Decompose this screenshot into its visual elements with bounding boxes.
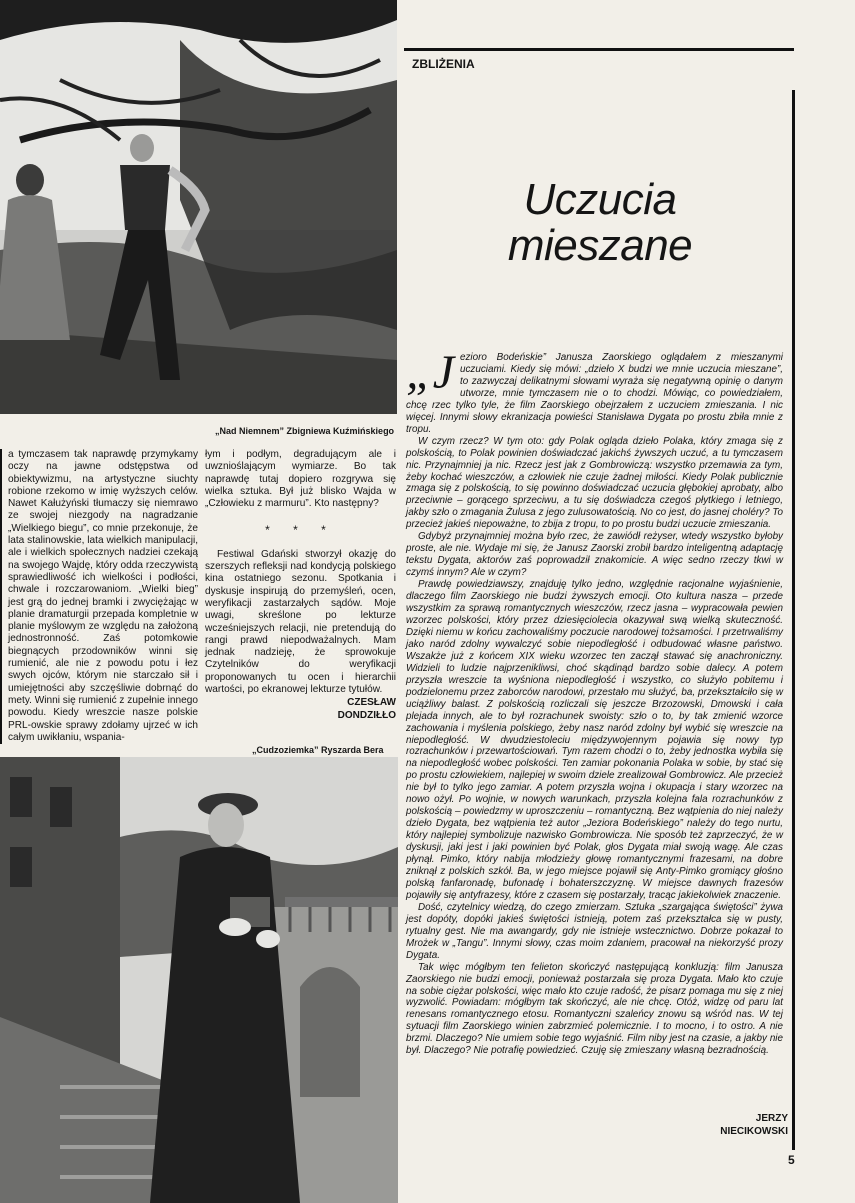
paragraph: Tak więc mógłbym ten felieton skończyć następującą konkluzją: film Janusza Zaorskiego nie budzi emocji, ponieważ postarzała się proza Dygata. Mało kto czuje na sobie ciężar polskości, więc mało kto czuje radość, że pisarz pomaga mu się z niej wyzwolić. Powiadam: mógłbym tak skończyć, ale nie chcę. Otóż, widzę od paru lat renesans romantycznego etosu. Romantyczni szaleńcy znowu są wśród nas. W tej sytuacji film Zaorskiego winien zabrzmieć polemicznie. I to mocno, i to ostro. A nie brzmi. Dlaczego? Nie umiem sobie tego wyjaśnić. Film niby jest na czasie, a jakby nie był. Dlaczego? Nie potrafię powiedzieć. Czuję się zmieszany własną bezradnością. bbox=[406, 961, 783, 1057]
photo-nad-niemnem bbox=[0, 0, 397, 414]
paragraph: Festiwal Gdański stworzył okazję do szerszych refleksji nad kondycją polskiego kina ostatniego sezonu. Spotkania i dyskusje inspirują do przemyśleń, ocen, weryfikacji zastarzałych sądów. Moje uwagi, skreślone po lekturze wcześniejszych relacji, nie pretendują do rangi prawd niepodważalnych. Mam jednak nadzieję, że sprowokuje Czytelników do weryfikacji proponowanych tu ocen i hierarchii wartości, po ekranowej lekturze tytułów. bbox=[205, 548, 396, 696]
page-number: 5 bbox=[788, 1153, 795, 1167]
left-column bbox=[8, 449, 198, 743]
article-title: Uczucia mieszane bbox=[507, 175, 693, 271]
paragraph: Gdybyż przynajmniej można było rzec, że zawiódł reżyser, wtedy wszystko byłoby proste, ale nie. Wydaje mi się, że Janusz Zaorski zrobił bardzo inteligentną adaptację tekstu Dygata, aktorów zaś poprowadził znakomicie. A więc sedno rzeczy tkwi w czymś innym? Ale w czym? bbox=[406, 531, 783, 579]
article-body bbox=[406, 346, 783, 1122]
photo-caption-top bbox=[215, 426, 394, 436]
dropcap: „J bbox=[406, 346, 454, 399]
section-separator: * * * bbox=[265, 523, 336, 538]
lead-paragraph bbox=[406, 346, 783, 436]
column-rule-right bbox=[792, 90, 795, 1150]
section-label: ZBLIŻENIA bbox=[412, 57, 475, 71]
paragraph: W czym rzecz? W tym oto: gdy Polak ogląda dzieło Polaka, który zmaga się z polskością, to Polak powinien doświadczać jakichś żywszych uczuć, a tu tymczasem nic. Przynajmniej ja nic. Rzecz jest jak z Gombrowiczą: wszystko przemawia za tym, żeby kochać wieszczów, a człowiek nie czuje żadnej miłości. Kiedy Polak publicznie zmaga się z polskością, to się powinno doświadczać uczucia głębokiej aprobaty, albo przeciwnie – gorącego sprzeciwu, a tu się doświadcza czegoś płytkiego i letniego, jakby szło o zmagania Żulusa z jego zulusowatością. No co jest, do jasnej choléry? To przecież jakieś niepoważne, to zbija z tropu, to po prostu budzi uczucie zmieszania. bbox=[406, 435, 783, 531]
caption-author: Ryszarda Bera bbox=[321, 745, 384, 755]
paragraph: a tymczasem tak naprawdę przymykamy oczy na jawne odstępstwa od obiektywizmu, na artystyczne siuchty robione rzekomo w imię wyższych celów. Nawet Kałużyński tłumaczy się niemrawo ze swojej niezgody na nagradzanie „Wielkiego biegu”, co mnie przekonuje, że lata stalinowskie, lata wielkich manipulacji, ale i wielkich społecznych nadziei czekają na swojego Wajdę, który odda rzeczywistą sprawiedliwość ich wielkości i podłości, chwale i rozczarowaniom. „Wielki bieg” jest grą do jednej bramki i zwyciężając w planie dramaturgii przepada kompletnie w planie myślowym ze względu na założoną jednostronność. Zaś potomkowie biegnących przodowników winni się rumienić, ale nie z powodu potu i łez swych ojców, którym nie starczało sił i umiejętności aby szczęśliwie dobrnąć do mety. Winni się rumienić z zupełnie innego powodu. Kiedy wreszcie nasze polskie PRL-owskie sprawy zdołamy ujrzeć w ich całym uwikłaniu, wspania- bbox=[8, 449, 198, 743]
caption-title: „Nad Niemnem” bbox=[215, 426, 285, 436]
author-signature: CZESŁAW DONDZIŁŁO bbox=[337, 697, 396, 721]
photo-cudzoziemka bbox=[0, 757, 398, 1203]
section-header bbox=[404, 48, 794, 75]
paragraph: Prawdę powiedziawszy, znajduję tylko jedno, względnie racjonalne wyjaśnienie, dlaczego film Zaorskiego nie budzi żywszych emocji. Oto kultura nasza – przede wszystkim za sprawą romantycznych wieszczów, rzecz jasna – wypracowała pewien wzorzec polskości, który przez dziesięciolecia okazywał swą wielką skuteczność. Dzięki niemu w końcu zachowaliśmy poczucie narodowej tożsamości. I przetrwaliśmy jako naród zdolny wywalczyć sobie niepodległość i odbudować własne państwo. Wszakże już z końcem XIX wieku wzorzec ten zaczął stawać się anachroniczny. Widzieli to ludzie najprzenikliwsi, choć skądinąd bardzo sobie dalecy. A potem przyszła wreszcie ta wyśniona niepodległość i wszystko, co służyło pobitemu i podzielonemu przez zaborców narodowi, przestało mu służyć, ba, przekształciło się w uciążliwy balast. Z polskością rozliczali się jeszcze Brzozowski, Dmowski i cała plejada innych, ale to był rozrachunek swoisty: szło o to, by tak zmienić wzorce zachowania i myślenia polskiego, żeby nasz naród zdolny był wybić się wreszcie na niepodległość. W dwudziestoleciu międzywojennym pojawia się nowy typ rozrachunków i przewartościowań. Tym razem chodzi o to, żeby jednostka wybiła się na niepodległość wobec polskości. Ten zamiar pokonania Polaka w sobie, by stać się po prostu człowiekiem, najlepiej w swoim dziele zrealizował Gombrowicz. Ale przecież nie był to tylko jego zamiar. A potem przyszła wojna i okupacja i stary wzorzec na nowo ożył. Po wojnie, w nowych warunkach, przyszła kolejna fala rozrachunków z polskością – powiedzmy w uproszczeniu – romantyczną. Bez wątpienia do niej należy dzieło Dygata, bez wątpienia też autor „Jeziora Bodeńskiego” należy do tego nurtu, który najlepiej symbolizuje nazwisko Gombrowicza. Nie sposób też zaprzeczyć, że w dyskusji, jaki jest i jaki powinien być Polak, głos Dygata miał swoją wagę. Ale czas płynął. Pimko, który nabija młodzieży głowę romantycznymi frazesami, na dobre zniknął z polskich szkół. Ba, w jego miejsce pojawił się Anty-Pimko gromiący głośno polską fanfaronadę, bufonadę i bohaterszczyznę. W miejsce dawnych frazesów pojawiły się antyfrazesy, które z czasem się postarzały, tracąc jakiekolwiek znaczenie. bbox=[406, 579, 783, 901]
column-rule bbox=[0, 449, 2, 744]
paragraph: Dość, czytelnicy wiedzą, do czego zmierzam. Sztuka „szargająca świętości” żywa jest dopóty, dopóki jakieś świętości istnieją, potem zaś przekształca się w pusty, rytualny gest. Nie ma awangardy, gdy nie istnieje wstecznictwo. Dobrze pokazał to Mrożek w „Tangu”. Innymi słowy, czas moim zdaniem, pracował na niekorzyść prozy Dygata. bbox=[406, 901, 783, 961]
photo-caption-bottom bbox=[252, 745, 384, 755]
article-author: JERZY NIECIKOWSKI bbox=[720, 1113, 788, 1137]
paragraph-text: ezioro Bodeńskie” Janusza Zaorskiego oglądałem z mieszanymi uczuciami. Kiedy się mówi: „dzieło X budzi we mnie uczucia mieszane”, to zazwyczaj delikatnymi słowami wyraża się negatywną opinię o danym utworze, mnie tymczasem nie o to chodzi. Mówiąc, co powiedziałem, chcę rzec tylko tyle, że film Zaorskiego obejrzałem z uczuciem zmieszania. I nic więcej. Innymi słowy ekranizacja powieści Stanisława Dygata po prostu zbiła mnie z tropu. bbox=[406, 352, 783, 435]
middle-column bbox=[205, 449, 396, 696]
caption-title: „Cudzoziemka” bbox=[252, 745, 319, 755]
paragraph: łym i podłym, degradującym ale i uwznioślającym wymiarze. Bo tak naprawdę tutaj dopiero rozgrywa się wielka sztuka. Był już blisko Wajda w „Człowieku z marmuru”. Kto następny? bbox=[205, 449, 396, 510]
caption-author: Zbigniewa Kuźmińskiego bbox=[286, 426, 395, 436]
